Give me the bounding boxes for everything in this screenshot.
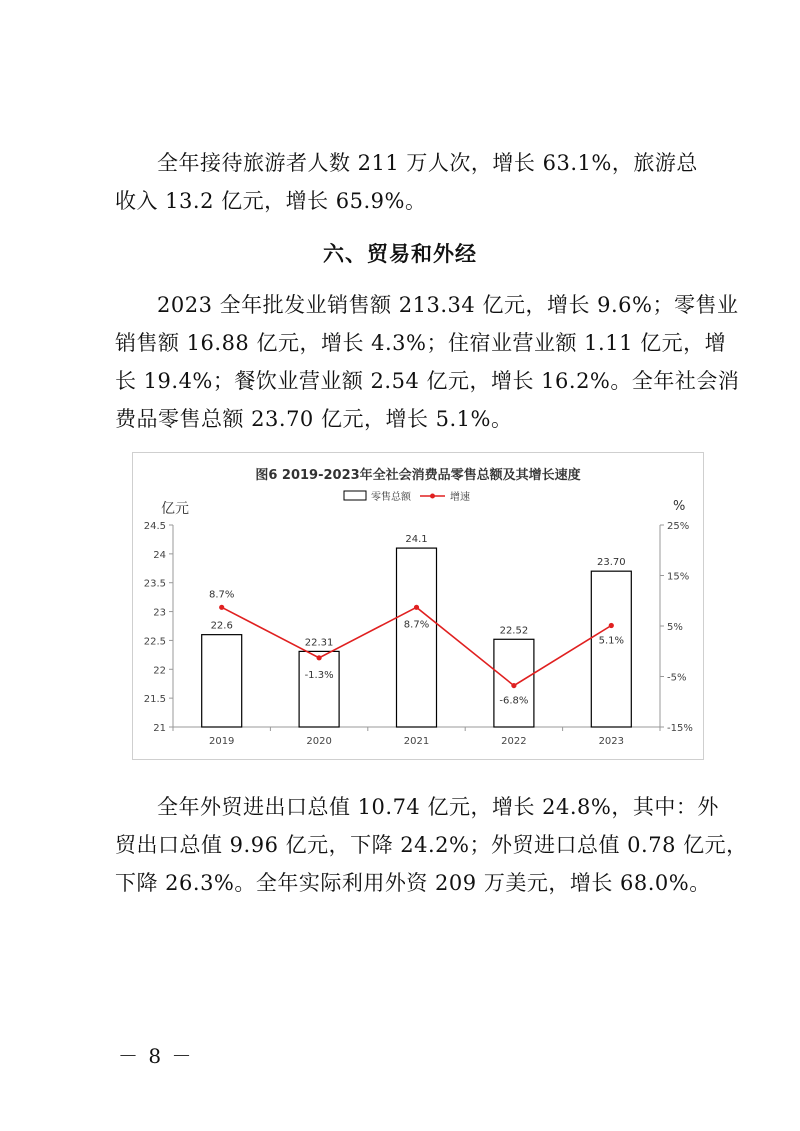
page-number: － 8 －	[118, 1044, 194, 1068]
legend-bar-label: 零售总额	[371, 492, 411, 503]
legend-line-marker	[430, 494, 435, 499]
paragraph-line: 贸出口总值 9.96 亿元，下降 24.2%；外贸进口总值 0.78 亿元，	[115, 833, 748, 857]
x-tick-label: 2022	[501, 736, 527, 747]
chart-title: 图6 2019-2023年全社会消费品零售总额及其增长速度	[255, 468, 581, 483]
growth-data-label: -1.3%	[304, 669, 334, 681]
growth-data-label: 8.7%	[403, 619, 430, 631]
paragraph-line: 销售额 16.88 亿元，增长 4.3%；住宿业营业额 1.11 亿元，增	[115, 331, 727, 355]
bar-data-label: 23.70	[596, 557, 626, 569]
y-left-tick-label: 24.5	[143, 521, 166, 532]
growth-data-label: 5.1%	[598, 635, 625, 647]
bar	[202, 635, 242, 727]
bar-data-label: 22.6	[210, 620, 233, 632]
y-right-axis-label: %	[673, 499, 686, 514]
retail-sales-chart	[132, 452, 704, 760]
y-right-tick-label: -5%	[667, 672, 687, 684]
y-left-axis-label: 亿元	[161, 501, 189, 517]
x-tick-label: 2020	[306, 736, 332, 747]
legend-line-label: 增速	[450, 492, 470, 503]
bar-data-label: 22.52	[499, 625, 529, 637]
y-right-tick-label: 5%	[667, 622, 683, 633]
bar	[591, 571, 631, 727]
growth-point	[219, 605, 224, 610]
plot-layer	[144, 521, 693, 747]
growth-point	[511, 683, 516, 688]
y-left-tick-label: 23.5	[143, 578, 166, 590]
paragraph-line: 全年接待旅游者人数 211 万人次，增长 63.1%，旅游总	[157, 151, 698, 175]
legend-bar-swatch	[344, 491, 366, 500]
growth-point	[414, 605, 419, 610]
chart-svg	[133, 453, 703, 759]
paragraph-line: 全年外贸进出口总值 10.74 亿元，增长 24.8%，其中：外	[157, 795, 719, 819]
growth-point	[609, 623, 614, 628]
y-right-tick-label: -15%	[667, 723, 693, 734]
x-tick-label: 2021	[403, 736, 430, 747]
paragraph-trade	[115, 286, 740, 438]
growth-point	[317, 655, 322, 660]
growth-data-label: -6.8%	[499, 695, 529, 707]
paragraph-line: 收入 13.2 亿元，增长 65.9%。	[115, 189, 427, 213]
paragraph-tourism	[115, 144, 698, 220]
bar-data-label: 24.1	[405, 534, 428, 546]
bar	[299, 651, 339, 727]
y-left-tick-label: 22.5	[143, 636, 166, 648]
paragraph-line: 长 19.4%；餐饮业营业额 2.54 亿元，增长 16.2%。全年社会消	[115, 369, 740, 393]
x-tick-label: 2019	[208, 736, 235, 747]
bar	[397, 548, 437, 727]
y-left-tick-label: 22	[153, 665, 166, 677]
section-title: 六、贸易和外经	[323, 242, 477, 266]
bar-data-label: 22.31	[304, 637, 334, 649]
y-left-tick-label: 21.5	[143, 694, 166, 706]
paragraph-line: 下降 26.3%。全年实际利用外资 209 万美元，增长 68.0%。	[115, 871, 711, 895]
y-left-tick-label: 24	[153, 549, 166, 561]
paragraph-line: 费品零售总额 23.70 亿元，增长 5.1%。	[115, 407, 513, 431]
paragraph-line: 2023 全年批发业销售额 213.34 亿元，增长 9.6%；零售业	[157, 293, 739, 317]
y-left-tick-label: 21	[153, 723, 166, 734]
paragraph-foreign-trade	[115, 788, 748, 902]
growth-data-label: 8.7%	[208, 589, 235, 601]
y-right-tick-label: 25%	[667, 521, 690, 532]
y-right-tick-label: 15%	[667, 571, 690, 583]
y-left-tick-label: 23	[153, 607, 166, 619]
x-tick-label: 2023	[598, 736, 625, 747]
